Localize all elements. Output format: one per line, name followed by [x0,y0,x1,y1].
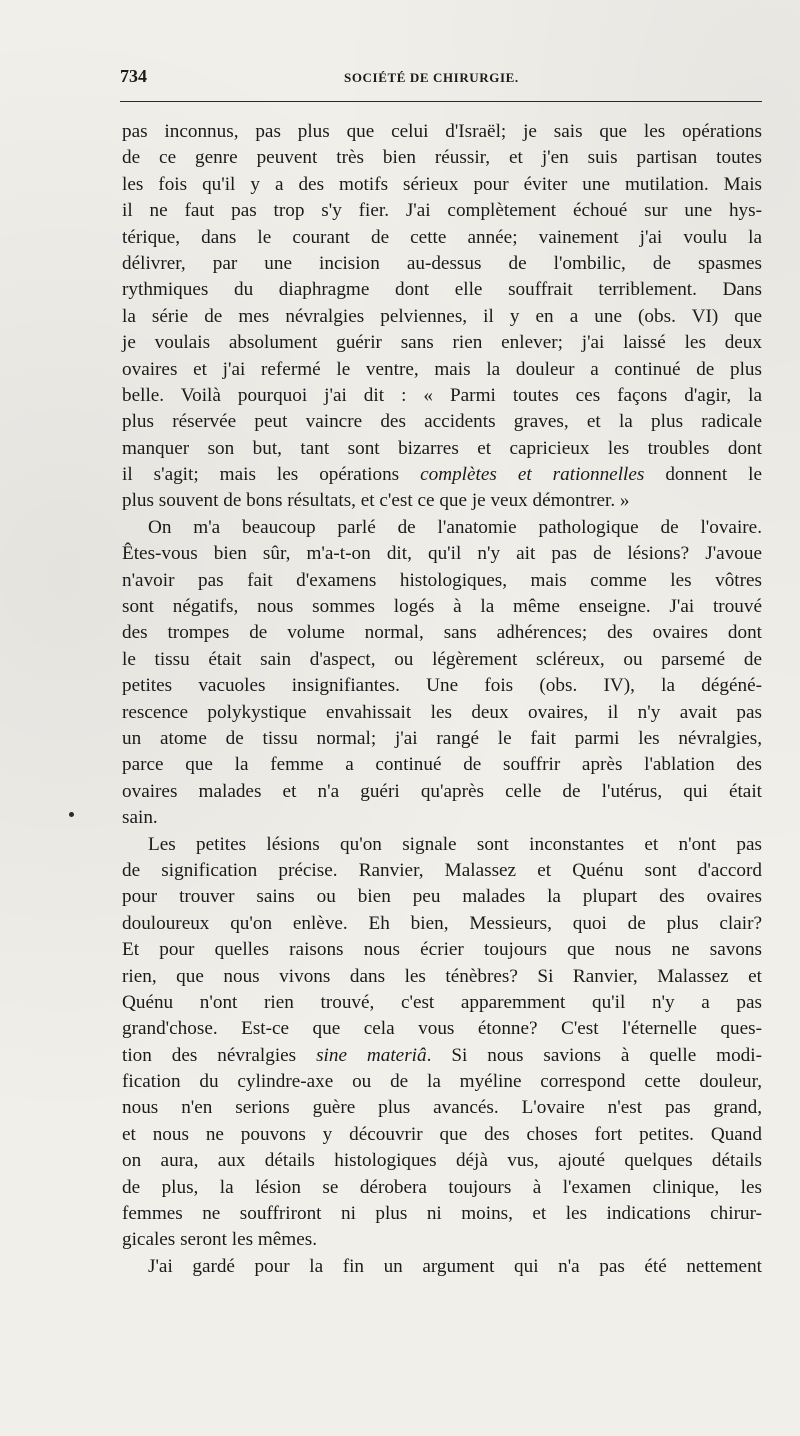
text-line-mixed [122,462,762,488]
text-line: délivrer, par une incision au-dessus de l'ombilic, de spasmes [122,252,762,274]
text-line: je voulais absolument guérir sans rien enlever; j'ai laissé les deux [122,332,762,354]
text-line: J'ai gardé pour la fin un argument qui n'a pas été nettement [148,1255,762,1277]
text-line: de plus, la lésion se dérobera toujours à l'examen clinique, les [122,1176,762,1198]
text-line: Quénu n'ont rien trouvé, c'est apparemment qu'il n'y a pas [122,991,762,1013]
text-line: fication du cylindre-axe ou de la myéline correspond cette douleur, [122,1071,762,1093]
text-line: rescence polykystique envahissait les deux ovaires, il n'y avait pas [122,701,762,723]
text-line: grand'chose. Est-ce que cela vous étonne? C'est l'éternelle ques- [122,1018,762,1040]
running-title: SOCIÉTÉ DE CHIRURGIE. [344,70,519,85]
text-line: douloureux qu'on enlève. Eh bien, Messieurs, quoi de plus clair? [122,912,762,934]
text-line: femmes ne souffriront ni plus ni moins, et les indications chirur- [122,1203,762,1225]
page-number: 734 [120,66,147,86]
text-line: pour trouver sains ou bien peu malades la plupart des ovaires [122,886,762,908]
text-line: plus souvent de bons résultats, et c'est ce que je veux démontrer. » [122,490,630,512]
italic-phrase: sine materiâ [316,1044,427,1066]
text-line: ovaires malades et n'a guéri qu'après celle de l'utérus, qui était [122,780,762,802]
running-head [120,66,760,88]
text-segment: donnent le [644,464,762,486]
text-line: les fois qu'il y a des motifs sérieux pour éviter une mutilation. Mais [122,173,762,195]
text-line: nous n'en serions guère plus avancés. L'ovaire n'est pas grand, [122,1097,762,1119]
text-line: parce que la femme a continué de souffrir après l'ablation des [122,754,762,776]
text-segment: il s'agit; mais les opérations [122,464,421,486]
italic-phrase: complètes et rationnelles [420,464,645,486]
text-line: ovaires et j'ai refermé le ventre, mais la douleur a continué de plus [122,358,762,380]
text-line: belle. Voilà pourquoi j'ai dit : « Parmi toutes ces façons d'agir, la [122,384,762,406]
margin-mark [69,812,74,817]
text-line: rythmiques du diaphragme dont elle souffrait terriblement. Dans [122,279,762,301]
text-line: petites vacuoles insignifiantes. Une fois (obs. IV), la dégéné- [122,675,762,697]
header-rule [120,101,762,102]
text-line: plus réservée peut vaincre des accidents graves, et la plus radicale [122,411,762,433]
text-line: gicales seront les mêmes. [122,1229,318,1251]
text-line: On m'a beaucoup parlé de l'anatomie pathologique de l'ovaire. [148,516,762,538]
text-line: de signification précise. Ranvier, Malassez et Quénu sont d'accord [122,859,762,881]
text-line: de ce genre peuvent très bien réussir, et j'en suis partisan toutes [122,147,762,169]
text-line: n'avoir pas fait d'examens histologiques, mais comme les vôtres [122,569,762,591]
text-line: des trompes de volume normal, sans adhérences; des ovaires dont [122,622,762,644]
body-text [122,119,762,1280]
text-line: Et pour quelles raisons nous écrier toujours que nous ne savons [122,939,762,961]
text-line: il ne faut pas trop s'y fier. J'ai complètement échoué sur une hys- [122,200,762,222]
text-line: un atome de tissu normal; j'ai rangé le fait parmi les névralgies, [122,727,762,749]
text-line: la série de mes névralgies pelviennes, il y en a une (obs. VI) que [122,305,762,327]
text-line: sain. [122,807,158,829]
text-line: sont négatifs, nous sommes logés à la même enseigne. J'ai trouvé [122,596,762,618]
text-line-mixed [122,1043,762,1069]
text-line: le tissu était sain d'aspect, ou légèrement scléreux, ou parsemé de [122,648,762,670]
text-line: Êtes-vous bien sûr, m'a-t-on dit, qu'il n'y ait pas de lésions? J'avoue [122,543,762,565]
text-line: térique, dans le courant de cette année; vainement j'ai voulu la [122,226,762,248]
text-segment: . Si nous savions à quelle modi- [426,1044,762,1066]
text-line: et nous ne pouvons y découvrir que des choses fort petites. Quand [122,1123,762,1145]
text-line: on aura, aux détails histologiques déjà vus, ajouté quelques détails [122,1150,762,1172]
text-line: Les petites lésions qu'on signale sont inconstantes et n'ont pas [148,833,762,855]
text-line: manquer son but, tant sont bizarres et capricieux les troubles dont [122,437,762,459]
text-line: rien, que nous vivons dans les ténèbres? Si Ranvier, Malassez et [122,965,762,987]
text-segment: tion des névralgies [122,1044,317,1066]
text-line: pas inconnus, pas plus que celui d'Israël; je sais que les opérations [122,121,762,142]
